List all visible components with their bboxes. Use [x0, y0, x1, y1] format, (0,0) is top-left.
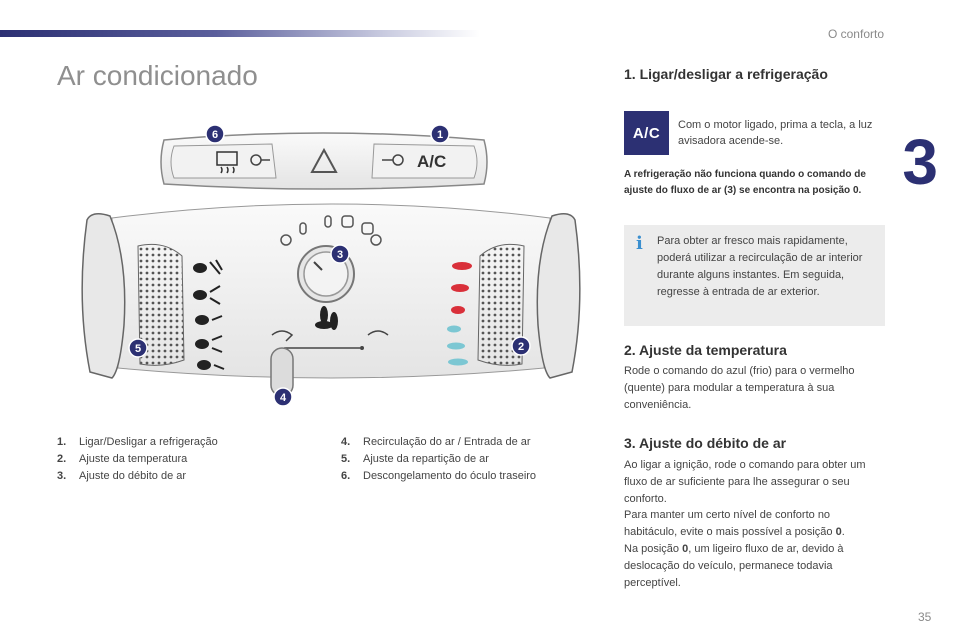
section-heading-temperature: 2. Ajuste da temperatura [624, 342, 787, 358]
section-label: O conforto [827, 27, 884, 41]
ac-panel-label: A/C [417, 152, 447, 171]
lower-control-panel [82, 204, 580, 396]
legend-item: 5. Ajuste da repartição de ar [341, 453, 489, 465]
ac-button-icon: A/C [624, 111, 669, 155]
callout-1 [431, 125, 449, 143]
info-text: Para obter ar fresco mais rapidamente, poderá utilizar a recirculação de ar interior durante alguns instantes. Em seguida, regresse à entrada de ar exterior. [657, 235, 863, 298]
svg-text:3: 3 [336, 249, 344, 261]
legend-list-right [341, 434, 536, 485]
legend-item: 3. Ajuste do débito de ar [57, 470, 187, 482]
page-number: 35 [918, 610, 932, 624]
svg-text:6: 6 [211, 129, 219, 141]
legend-item: 6. Descongelamento do óculo traseiro [341, 470, 537, 482]
temp-dot-hot [451, 284, 469, 292]
airflow-paragraph: Para manter um certo nível de conforto no habitáculo, evite o mais possível a posição 0. [624, 509, 845, 539]
legend-list-left [57, 434, 218, 485]
temp-dot-hot [452, 262, 472, 270]
info-icon: i [636, 233, 643, 254]
svg-text:5: 5 [134, 343, 142, 355]
svg-text:1: 1 [436, 129, 444, 141]
callout-5 [129, 339, 147, 357]
info-box [624, 225, 885, 326]
airflow-text [624, 457, 886, 591]
legend-item: 2. Ajuste da temperatura [57, 453, 188, 465]
svg-text:2: 2 [517, 341, 525, 353]
temperature-text: Rode o comando do azul (frio) para o vermelho (quente) para modular a temperatura à sua conveniência. [624, 365, 855, 411]
section-heading-airflow: 3. Ajuste do débito de ar [624, 435, 787, 451]
climate-panel-illustration [72, 120, 592, 420]
temp-dot-cold [448, 359, 468, 366]
chapter-number: 3 [902, 126, 938, 198]
svg-text:4: 4 [279, 392, 287, 404]
legend-item: 1. Ligar/Desligar a refrigeração [57, 436, 218, 448]
callout-4 [274, 388, 292, 406]
ac-description: Com o motor ligado, prima a tecla, a luz avisadora acende-se. [678, 119, 873, 147]
callout-3 [331, 245, 349, 263]
callout-6 [206, 125, 224, 143]
callout-2 [512, 337, 530, 355]
page-title: Ar condicionado [57, 60, 258, 91]
airflow-paragraph: Ao ligar a ignição, rode o comando para obter um fluxo de ar suficiente para lhe assegurar o seu conforto. [624, 459, 866, 505]
section-heading-ac: 1. Ligar/desligar a refrigeração [624, 66, 828, 82]
header-bar [0, 30, 480, 37]
legend-item: 4. Recirculação do ar / Entrada de ar [341, 436, 531, 448]
temp-dot-hot [451, 306, 465, 314]
ac-warning-text: A refrigeração não funciona quando o comando de ajuste do fluxo de ar (3) se encontra na posição 0. [624, 169, 866, 196]
temp-dot-cold [447, 343, 465, 350]
airflow-paragraph: Na posição 0, um ligeiro fluxo de ar, devido à deslocação do veículo, permanece todavia perceptível. [624, 542, 844, 589]
temp-dot-cold [447, 326, 461, 333]
